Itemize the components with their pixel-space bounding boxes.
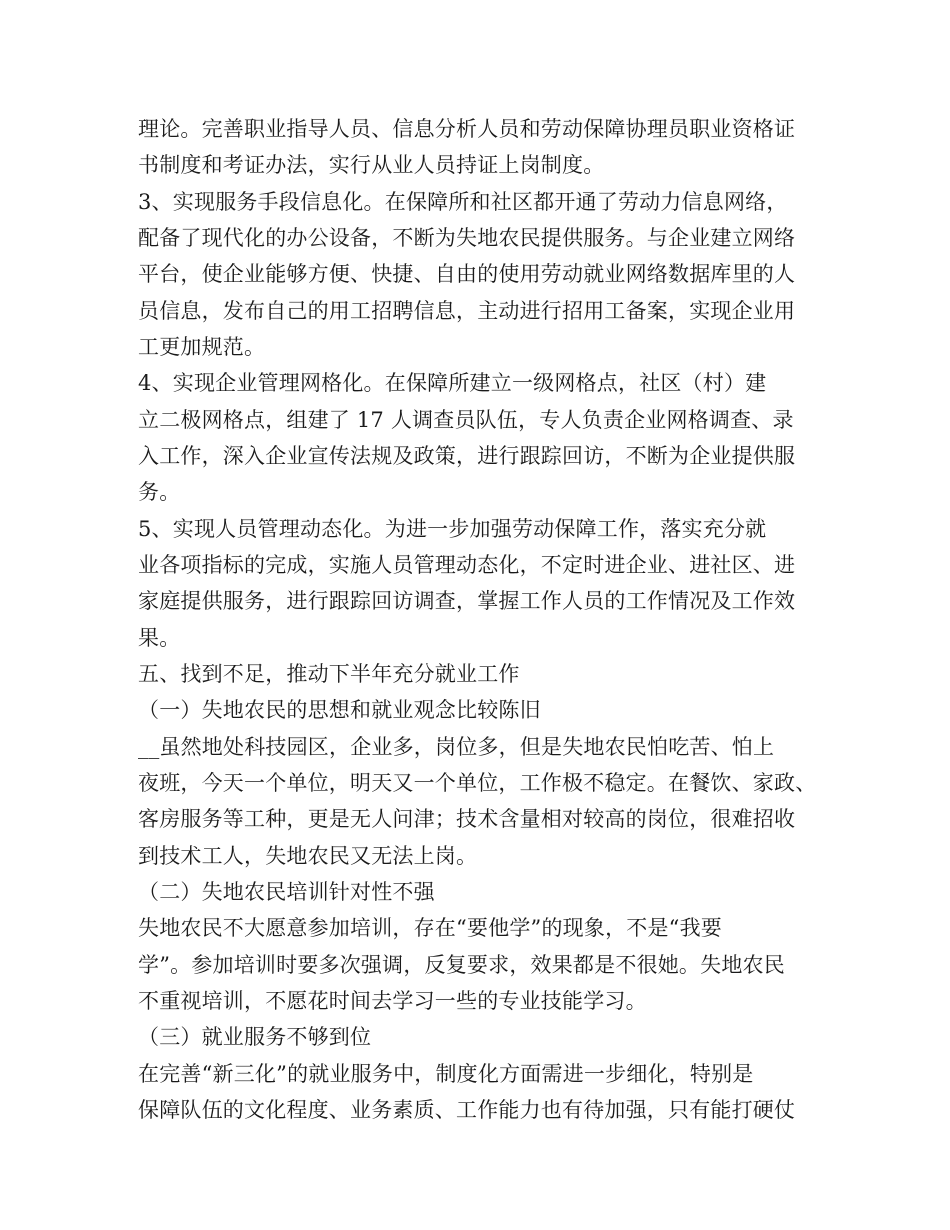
text-line: 业各项指标的完成，实施人员管理动态化，不定时进企业、进社区、进	[138, 553, 796, 577]
text-line: 4、实现企业管理网格化。在保障所建立一级网格点，社区（村）建	[138, 371, 767, 395]
text-line: 入工作，深入企业宣传法规及政策，进行跟踪回访，不断为企业提供服	[138, 444, 796, 468]
text-line: 失地农民不大愿意参加培训，存在“要他学”的现象，不是“我要	[138, 916, 723, 940]
subsection-heading: （三）就业服务不够到位	[138, 1025, 372, 1049]
text-line: 立二极网格点，组建了 17 人调查员队伍，专人负责企业网格调查、录	[138, 408, 794, 432]
text-line: 夜班，今天一个单位，明天又一个单位，工作极不稳定。在餐饮、家政、	[138, 771, 817, 795]
text-line: 在完善“新三化”的就业服务中，制度化方面需进一步细化，特别是	[138, 1062, 754, 1086]
text-line: 工更加规范。	[138, 335, 266, 359]
subsection-heading: （二）失地农民培训针对性不强	[138, 880, 435, 904]
text-line: 平台，使企业能够方便、快捷、自由的使用劳动就业网络数据库里的人	[138, 262, 796, 286]
text-line: 配备了现代化的办公设备，不断为失地农民提供服务。与企业建立网络	[138, 226, 796, 250]
text-line: 不重视培训，不愿花时间去学习一些的专业技能学习。	[138, 989, 647, 1013]
text-line: 员信息，发布自己的用工招聘信息，主动进行招用工备案，实现企业用	[138, 299, 796, 323]
text-line: 果。	[138, 626, 181, 650]
text-line: 理论。完善职业指导人员、信息分析人员和劳动保障协理员职业资格证	[138, 117, 796, 141]
text-line: 到技术工人，失地农民又无法上岗。	[138, 844, 478, 868]
subsection-heading: （一）失地农民的思想和就业观念比较陈旧	[138, 698, 541, 722]
text-line: 客房服务等工种，更是无人问津；技术含量相对较高的岗位，很难招收	[138, 807, 796, 831]
text-line: 书制度和考证办法，实行从业人员持证上岗制度。	[138, 153, 605, 177]
text-line: 务。	[138, 480, 181, 504]
text-line: 家庭提供服务，进行跟踪回访调查，掌握工作人员的工作情况及工作效	[138, 589, 796, 613]
text-line: 保障队伍的文化程度、业务素质、工作能力也有待加强，只有能打硬仗	[138, 1098, 796, 1122]
text-line: 5、实现人员管理动态化。为进一步加强劳动保障工作，落实充分就	[138, 517, 767, 541]
section-heading: 五、找到不足，推动下半年充分就业工作	[138, 662, 520, 686]
text-line: 学”。参加培训时要多次强调，反复要求，效果都是不很她。失地农民	[138, 953, 785, 977]
text-line: __虽然地处科技园区，企业多，岗位多，但是失地农民怕吃苦、怕上	[138, 735, 775, 759]
text-line: 3、实现服务手段信息化。在保障所和社区都开通了劳动力信息网络，	[138, 190, 788, 214]
